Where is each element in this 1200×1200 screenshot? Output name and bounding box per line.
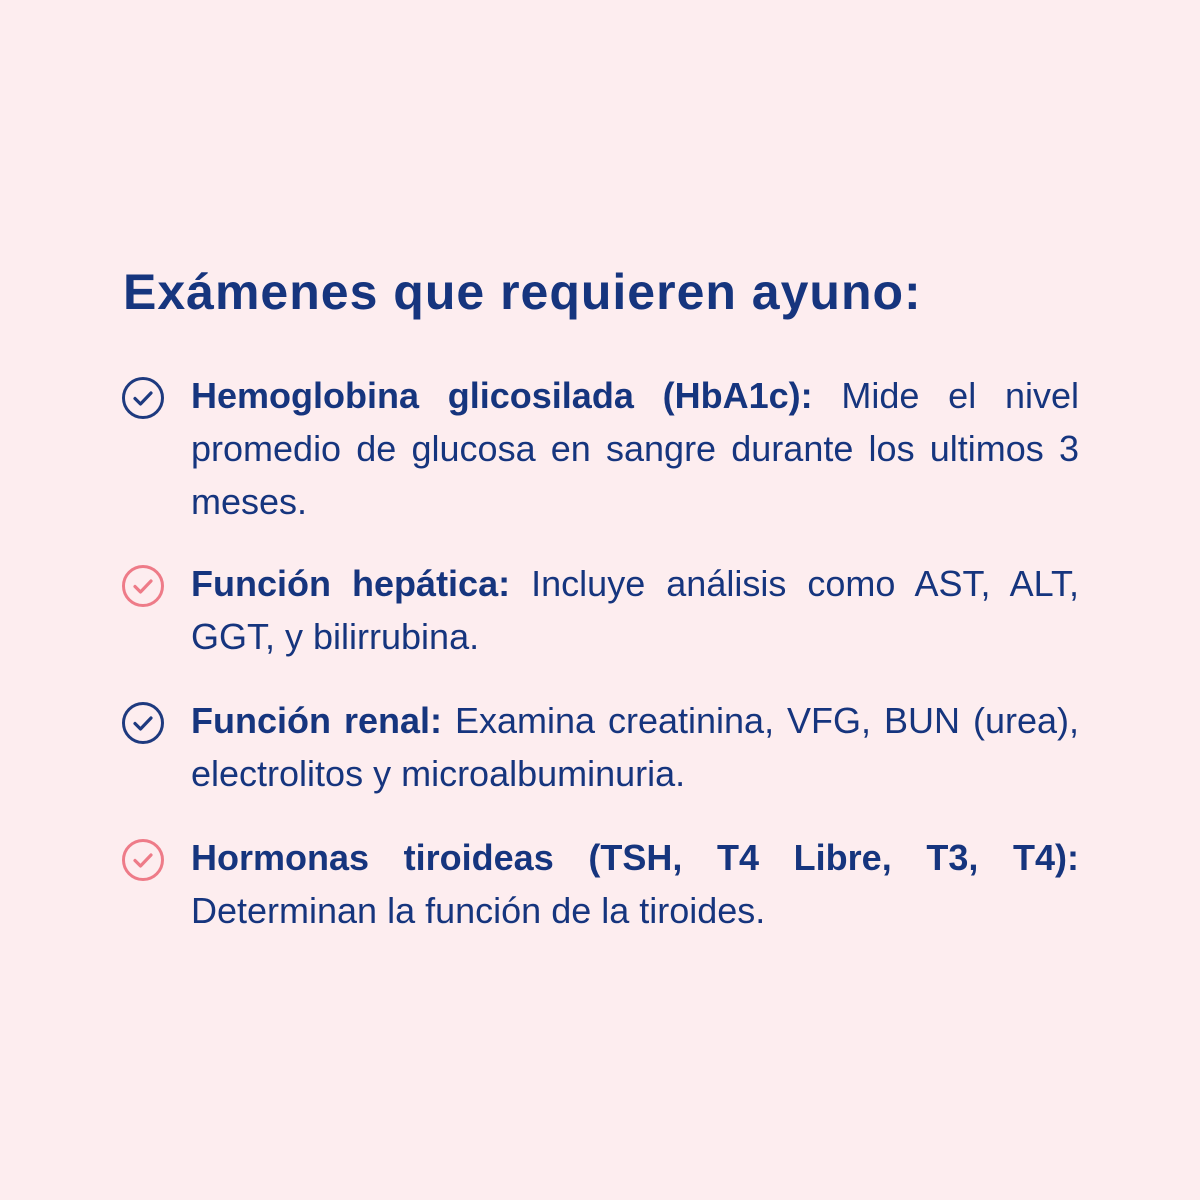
item-description: Examina creatinina, VFG, BUN (urea), electrolitos y microalbuminuria. xyxy=(191,700,1080,794)
check-circle-icon xyxy=(120,837,166,883)
item-description: Mide el nivel promedio de glucosa en sangre durante los ultimos 3 meses. xyxy=(191,375,1079,522)
item-bold-label: Función renal: xyxy=(191,700,442,741)
item-text xyxy=(191,369,1079,528)
item-bold-label: Hemoglobina glicosilada (HbA1c): xyxy=(191,375,813,416)
page-title: Exámenes que requieren ayuno: xyxy=(123,264,922,320)
check-circle-icon xyxy=(120,375,166,421)
item-description: Determinan la función de la tiroides. xyxy=(191,890,766,931)
check-circle-icon xyxy=(120,700,166,746)
item-text xyxy=(191,694,1079,800)
item-text xyxy=(191,831,1079,937)
check-circle-icon xyxy=(120,563,166,609)
item-bold-label: Función hepática: xyxy=(191,563,511,604)
item-text xyxy=(191,557,1079,663)
item-description: Incluye análisis como AST, ALT, GGT, y bilirrubina. xyxy=(191,563,1079,657)
item-bold-label: Hormonas tiroideas (TSH, T4 Libre, T3, T4): xyxy=(191,837,1079,878)
